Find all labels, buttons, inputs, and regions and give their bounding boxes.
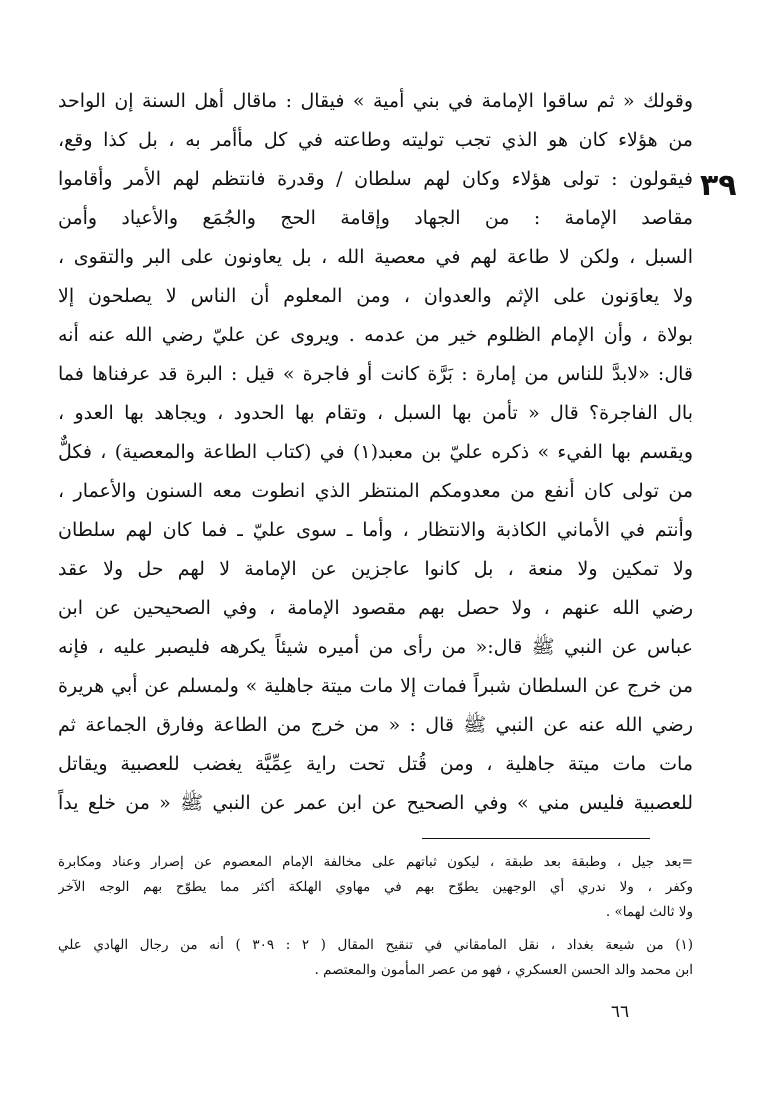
main-text-line: بال الفاجرة؟ قال « تأمن بها السبل ، وتقام بها الحدود ، ويجاهد بها العدو ، (58, 402, 693, 424)
main-text-block (58, 82, 693, 823)
main-text-line: وقولك « ثم ساقوا الإمامة في بني أمية » فيقال : ماقال أهل السنة إن الواحد (58, 90, 693, 112)
page-number: ٦٦ (610, 1002, 630, 1022)
footnote-1-line: (١) من شيعة بغداد ، نقل المامقاني في تنقيح المقال ( ٢ : ٣٠٩ ) أنه من رجال الهادي علي (58, 937, 693, 953)
main-text-line: ولا تمكين ولا منعة ، بل كانوا عاجزين عن الإمامة لا لهم حل ولا عقد (58, 558, 693, 580)
margin-page-marker: ٣٩ (700, 168, 737, 203)
main-text-line: من خرج عن السلطان شبراً فمات إلا مات ميتة جاهلية » ولمسلم عن أبي هريرة (58, 675, 693, 697)
main-text-line: مات مات ميتة جاهلية ، ومن قُتل تحت راية عِمِّيَّة يغضب للعصبية ويقاتل (58, 753, 693, 775)
footnote-continuation-line: =بعد جيل ، وطبقة بعد طبقة ، ليكون ثباتهم على مخالفة الإمام المعصوم عن إصرار وعناد ومكابرة (58, 854, 693, 870)
main-text-line: ولا يعاوَنون على الإثم والعدوان ، ومن المعلوم أن الناس لا يصلحون إلا (58, 285, 693, 307)
footnote-1-line: ابن محمد والد الحسن العسكري ، فهو من عصر المأمون والمعتصم . (314, 962, 693, 978)
footnotes-block (58, 850, 693, 983)
main-text-line: وأنتم في الأماني الكاذبة والانتظار ، وأما ـ سوى عليّ ـ فما كان لهم سلطان (58, 519, 693, 541)
main-text-line: فيقولون : تولى هؤلاء وكان لهم سلطان / وقدرة فانتظم لهم الأمر وأقاموا (58, 168, 693, 190)
main-text-line: السبل ، ولكن لا طاعة لهم في معصية الله ، بل يعاونون على البر والتقوى ، (58, 246, 693, 268)
footnote-gap (58, 925, 693, 933)
main-text-line: بولاة ، وأن الإمام الظلوم خير من عدمه . ويروى عن عليّ رضي الله عنه أنه (58, 324, 693, 346)
footnote-continuation-line: ولا ثالث لهما» . (605, 904, 693, 920)
footnote-separator (422, 838, 650, 839)
main-text-line: رضي الله عنه عن النبي ﷺ قال : « من خرج من الطاعة وفارق الجماعة ثم (58, 714, 693, 736)
main-text-line: عباس عن النبي ﷺ قال:« من رأى من أميره شيئاً يكرهه فليصبر عليه ، فإنه (58, 636, 693, 658)
main-text-line: مقاصد الإمامة : من الجهاد وإقامة الحج والجُمَع والأعياد وأمن (58, 207, 693, 229)
main-text-line: من تولى كان أنفع من معدومكم المنتظر الذي انطوت معه السنون والأعمار ، (58, 480, 693, 502)
main-text-line: ويقسم بها الفيء » ذكره عليّ بن معبد(١) في (كتاب الطاعة والمعصية) ، فكلٌّ (58, 441, 693, 463)
footnote-continuation-line: وكفر ، ولا ندري أي الوجهين يطوّح بهم في مهاوي الهلكة أكثر مما يطوّح بهم الوجه الآخر (58, 879, 693, 895)
main-text-line: من هؤلاء كان هو الذي تجب توليته وطاعته في كل مأأمر به ، بل كذا وقع، (58, 129, 693, 151)
main-text-line: للعصبية فليس مني » وفي الصحيح عن ابن عمر عن النبي ﷺ « من خلع يداً (58, 792, 693, 814)
main-text-line: رضي الله عنهم ، ولا حصل بهم مقصود الإمامة ، وفي الصحيحين عن ابن (58, 597, 693, 619)
main-text-line: قال: «لابدَّ للناس من إمارة : بَرَّة كانت أو فاجرة » قيل : البرة قد عرفناها فما (58, 363, 693, 385)
